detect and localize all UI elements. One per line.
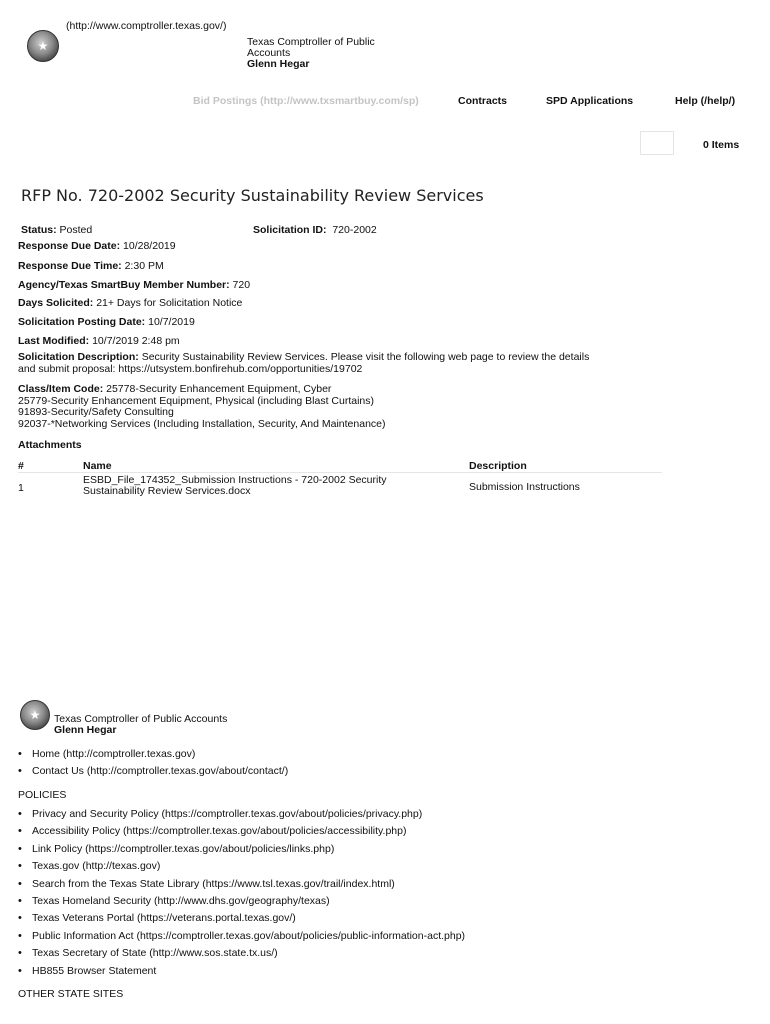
agency-value: 720: [232, 279, 251, 291]
attachment-name-line1[interactable]: ESBD_File_174352_Submission Instructions - 720-2002 Security: [83, 474, 387, 486]
column-header-description: Description: [469, 460, 527, 472]
footer-link-home[interactable]: • Home (http://comptroller.texas.gov): [0, 748, 288, 765]
class-item-line1: 25778-Security Enhancement Equipment, Cyber: [106, 383, 332, 395]
response-due-time-field: [18, 260, 164, 273]
description-line2: and submit proposal: https://utsystem.bonfirehub.com/opportunities/19702: [18, 362, 363, 375]
posting-date-value: 10/7/2019: [148, 316, 195, 328]
policy-link-public-information[interactable]: • Public Information Act (https://comptroller.texas.gov/about/policies/public-information-act.php): [0, 930, 465, 947]
policies-label: POLICIES: [18, 789, 67, 801]
agency-field: [18, 279, 250, 292]
last-modified-label: Last Modified:: [18, 335, 90, 347]
class-item-line4: 92037-*Networking Services (Including Installation, Security, And Maintenance): [18, 417, 386, 430]
response-due-date-label: Response Due Date:: [18, 240, 121, 252]
response-due-date-field: [18, 240, 176, 253]
policy-link-veterans-portal[interactable]: • Texas Veterans Portal (https://veterans.portal.texas.gov/): [0, 912, 465, 929]
class-item-line2: 25779-Security Enhancement Equipment, Physical (including Blast Curtains): [18, 394, 375, 407]
nav-spd-applications[interactable]: SPD Applications: [546, 95, 634, 107]
star-icon: ★: [29, 707, 41, 722]
cart-items-count[interactable]: 0 Items: [703, 139, 740, 151]
other-state-sites-label: OTHER STATE SITES: [18, 988, 124, 1000]
attachments-heading: Attachments: [18, 439, 82, 451]
column-header-name: Name: [83, 460, 112, 472]
table-divider: [18, 472, 662, 473]
agency-label: Agency/Texas SmartBuy Member Number:: [18, 279, 230, 291]
policy-link-secretary-of-state[interactable]: • Texas Secretary of State (http://www.sos.state.tx.us/): [0, 947, 465, 964]
last-modified-value: 10/7/2019 2:48 pm: [92, 335, 180, 347]
status-label: Status:: [21, 224, 57, 236]
nav-help[interactable]: Help (/help/): [675, 95, 736, 107]
footer-official: Glenn Hegar: [54, 724, 117, 737]
days-solicited-value: 21+ Days for Solicitation Notice: [96, 297, 243, 309]
response-due-date-value: 10/28/2019: [123, 240, 176, 252]
policy-link-homeland-security[interactable]: • Texas Homeland Security (http://www.dhs.gov/geography/texas): [0, 895, 465, 912]
last-modified-field: [18, 335, 180, 348]
attachment-row-num: 1: [18, 482, 24, 494]
org-header: [247, 37, 375, 70]
days-solicited-label: Days Solicited:: [18, 297, 94, 309]
policy-link-state-library[interactable]: • Search from the Texas State Library (https://www.tsl.texas.gov/trail/index.html): [0, 878, 465, 895]
class-item-label: Class/Item Code:: [18, 383, 104, 395]
description-line1: Security Sustainability Review Services. Please visit the following web page to review the details: [141, 351, 590, 363]
response-due-time-label: Response Due Time:: [18, 260, 122, 272]
footer-org: [54, 714, 227, 737]
response-due-time-value: 2:30 PM: [124, 260, 164, 272]
solicitation-id-value: 720-2002: [332, 224, 377, 236]
policy-link-texas-gov[interactable]: • Texas.gov (http://texas.gov): [0, 860, 465, 877]
official-name: Glenn Hegar: [247, 58, 310, 71]
org-name-line1: Texas Comptroller of Public: [247, 36, 375, 48]
footer-seal-logo[interactable]: [20, 700, 50, 730]
star-icon: ★: [37, 38, 49, 53]
solicitation-id-label: Solicitation ID:: [253, 224, 327, 236]
home-logo-link[interactable]: (http://www.comptroller.texas.gov/): [66, 20, 227, 32]
policy-link-link-policy[interactable]: • Link Policy (https://comptroller.texas.gov/about/policies/links.php): [0, 843, 465, 860]
footer-link-contact[interactable]: • Contact Us (http://comptroller.texas.gov/about/contact/): [0, 765, 288, 782]
class-item-code-field: [18, 384, 658, 430]
posting-date-field: [18, 316, 195, 329]
nav-bid-postings[interactable]: Bid Postings (http://www.txsmartbuy.com/sp): [193, 95, 419, 107]
page-title: RFP No. 720-2002 Security Sustainability Review Services: [21, 186, 484, 205]
comptroller-seal-logo[interactable]: [27, 30, 59, 62]
attachment-name-line2[interactable]: Sustainability Review Services.docx: [83, 485, 251, 498]
attachment-file-link[interactable]: [83, 475, 387, 498]
description-label: Solicitation Description:: [18, 351, 139, 363]
policy-links: [0, 808, 465, 982]
status-value: Posted: [59, 224, 93, 236]
posting-date-label: Solicitation Posting Date:: [18, 316, 146, 328]
status-field: [21, 224, 92, 237]
footer-top-links: [0, 748, 288, 783]
footer-org-name: Texas Comptroller of Public Accounts: [54, 713, 228, 725]
class-item-line3: 91893-Security/Safety Consulting: [18, 406, 174, 419]
policy-link-privacy[interactable]: • Privacy and Security Policy (https://comptroller.texas.gov/about/policies/privacy.php): [0, 808, 465, 825]
policy-link-hb855[interactable]: • HB855 Browser Statement: [0, 965, 465, 982]
policy-link-accessibility[interactable]: • Accessibility Policy (https://comptroller.texas.gov/about/policies/accessibility.php): [0, 825, 465, 842]
solicitation-id-field: [253, 224, 377, 237]
solicitation-description-field: [18, 352, 658, 375]
column-header-num: #: [18, 460, 24, 472]
org-name-line2: Accounts: [247, 47, 291, 60]
days-solicited-field: [18, 297, 242, 310]
cart-box[interactable]: [640, 131, 674, 155]
attachment-description: Submission Instructions: [469, 481, 580, 493]
nav-contracts[interactable]: Contracts: [458, 95, 508, 107]
